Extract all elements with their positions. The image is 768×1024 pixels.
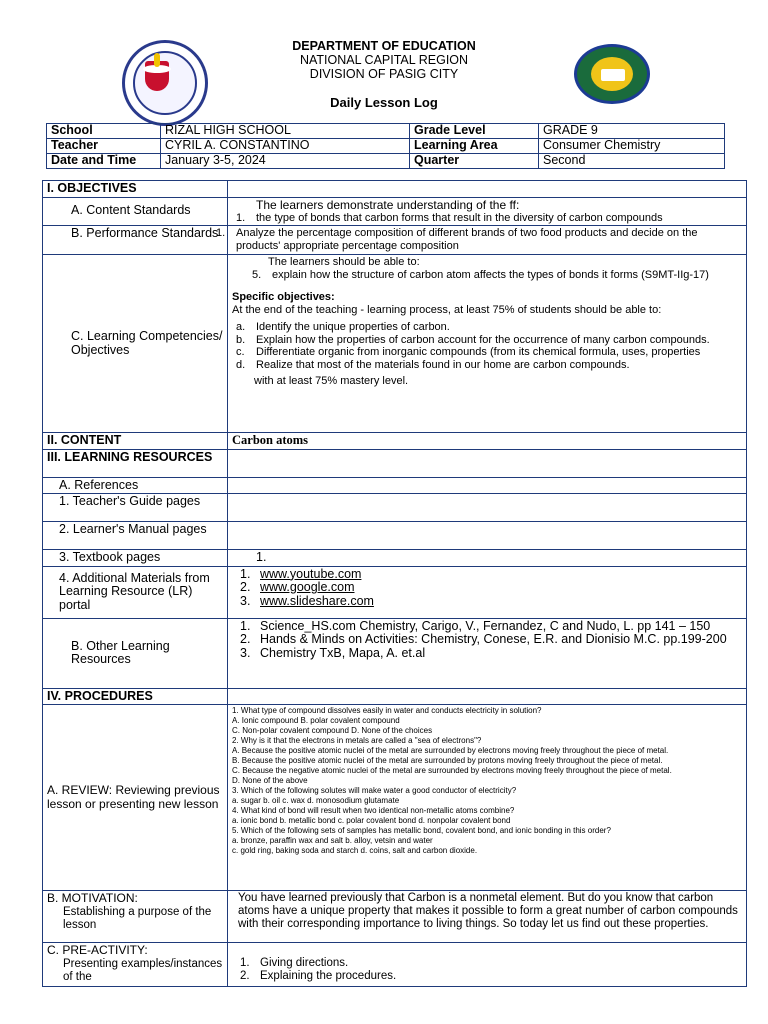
preactivity-sub: Presenting examples/instances of the xyxy=(63,957,223,983)
motivation-text: You have learned previously that Carbon is a nonmetal element. But do you know that carbon atoms have a unique property that makes it possible to form a great number of carbon compounds with their corresponding importance to living things. So today let us find out these properties. xyxy=(228,891,747,943)
area-label: Learning Area xyxy=(410,139,539,154)
learner-manual-label: 2. Learner's Manual pages xyxy=(43,522,228,550)
teacher-guide-label: 1. Teacher's Guide pages xyxy=(43,494,228,522)
department-title: DEPARTMENT OF EDUCATION xyxy=(292,39,476,53)
page-title: Daily Lesson Log xyxy=(330,95,438,110)
other-resource-item: Chemistry TxB, Mapa, A. et.al xyxy=(260,645,426,660)
procedures-heading: IV. PROCEDURES xyxy=(43,688,228,705)
review-questions: 1. What type of compound dissolves easily in water and conducts electricity in solution? A. Ionic compound B. polar covalent compound C. Non-polar covalent compound D. None of the choices 2. Why is it that the electrons in metals are called a "sea of electrons"? A. Because the positive atomic nuclei of the metal are surrounded by electrons moving freely throughout the piece of metal. B. Because the positive atomic nuclei of the metal are surrounded by protons moving freely throughout the piece of metal. C. Because the negative atomic nuclei of the metal are surrounded by electrons moving freely throughout the piece of metal. D. None of the above 3. Which of the following solutes will make water a good conductor of electricity? a. sugar b. oil c. wax d. monosodium glutamate 4. What kind of bond will result when two identical non-metallic atoms combine? a. ionic bond b. metallic bond c. polar covalent bond d. nonpolar covalent bond 5. Which of the following sets of samples has metallic bond, covalent bond, and ionic bonding in this order? a. bronze, paraffin wax and salt b. alloy, vetsin and water c. gold ring, baking soda and starch d. coins, salt and carbon dioxide. xyxy=(228,705,747,891)
content-standards-label: A. Content Standards xyxy=(43,197,228,226)
performance-standard-item: Analyze the percentage composition of different brands of two food products and decide on the products' appropriate percentage composition xyxy=(236,227,698,252)
quarter-value: Second xyxy=(539,154,725,169)
date-label: Date and Time xyxy=(47,154,161,169)
school-value: RIZAL HIGH SCHOOL xyxy=(161,124,410,139)
other-resource-item: Hands & Minds on Activities: Chemistry, Conese, E.R. and Dionisio M.C. pp.199-200 xyxy=(260,632,727,646)
content-value: Carbon atoms xyxy=(228,433,747,450)
textbook-label: 3. Textbook pages xyxy=(43,550,228,567)
specific-objective-item: Differentiate organic from inorganic compounds (from its chemical formula, uses, properties xyxy=(256,346,701,358)
preactivity-item: Giving directions. xyxy=(260,957,349,969)
specific-objective-item: Realize that most of the materials found in our home are carbon compounds. xyxy=(256,358,630,371)
competencies-label: C. Learning Competencies/ Objectives xyxy=(43,255,228,433)
mastery-text: with at least 75% mastery level. xyxy=(254,375,409,387)
content-standard-item: the type of bonds that carbon forms that result in the diversity of carbon compounds xyxy=(256,212,663,224)
additional-materials-label: 4. Additional Materials from Learning Resource (LR) portal xyxy=(43,566,228,618)
slideshare-link[interactable]: www.slideshare.com xyxy=(260,593,374,608)
division-title: DIVISION OF PASIG CITY xyxy=(309,67,459,81)
specific-objectives-list: a. Identify the unique properties of carbon. b. Explain how the properties of carbon account for the occurrence of many carbon compounds. c. Differentiate organic from inorganic compounds (from its chemical formula, uses, properties d. Realize that most of the materials found in our home are carbon compounds. xyxy=(236,321,710,371)
lesson-table: I. OBJECTIVES A. Content Standards The learners demonstrate understanding of the ff: 1. the type of bonds that carbon forms that result in the diversity of carbon compounds B. Performance Standards 1. Analyze the percentage composition of different brands of two food products and decide on the products' appropriate percentage composition C. Learning Competencies/ Objectives The learners should be able to: 5. explain how the structure of carbon atom affects the types of bonds it forms (S9MT-IIg-17) Specific objectives: At the end of the teaching - learning process, at least 75% of students should be able to: a. Identify the unique properties of carbon. b. Explain how the properties of carbon account for the occurrence of many carbon compounds. c. Differentiate organic from inorganic compounds (from its chemical formula, uses, properties d. Realize that most of the materials found in our home are carbon compounds. with at least 75% mastery level. II. CONTENT Carbon atoms III. LEARNING RESOURCES A. References 1. Teacher's Guide pages 2. Learner's Manual pages 3. Textbook pages 1. 4. Additional Materials from Learning Resource (LR) portal 1. www.youtube.com 2. www.google.com 3. www.slideshare.com B. Other Learning Resources 1. Science_HS.com Chemistry, Carigo, V., Fernandez, C and Nudo, L. pp 141 – 150 2. Hands & Minds on Activities: Chemistry, Conese, E.R. and Dionisio M.C. pp.199-200 3. Chemistry TxB, Mapa, A. et.al IV. PROCEDURES A. REVIEW: Reviewing previous lesson or presenting new lesson 1. What type of compound dissolves easily in water and conducts electricity in solution? A. Ionic compound B. polar covalent compound C. Non-polar covalent compound D. None of the choices 2. Why is it that the electrons in metals are called a "sea of electrons"? A. Because the positive atomic nuclei of the metal are surrounded by electrons moving freely throughout the piece of metal. B. Because the positive atomic nuclei of the metal are surrounded by protons moving freely throughout the piece of metal. C. Because the negative atomic nuclei of the metal are surrounded by electrons moving freely throughout the piece of metal. D. None of the above 3. Which of the following solutes will make water a good conductor of electricity? a. sugar b. oil c. wax d. monosodium glutamate 4. What kind of bond will result when two identical non-metallic atoms combine? a. ionic bond b. metallic bond c. polar covalent bond d. nonpolar covalent bond 5. Which of the following sets of samples has metallic bond, covalent bond, and ionic bonding in this order? a. bronze, paraffin wax and salt b. alloy, vetsin and water c. gold ring, baking soda and starch d. coins, salt and carbon dioxide. B. MOTIVATION: Establishing a purpose of the lesson You have learned previously that Carbon is a nonmetal element. But do you know that carbon atoms have a unique property that makes it possible to form a great number of carbon compounds with their corresponding importance to living things. So today let us find out these properties. C. PRE-ACTIVITY: Presenting examples/instances of the 1. Giving directions. 2. Explaining the procedures. xyxy=(42,180,747,987)
area-value: Consumer Chemistry xyxy=(539,139,725,154)
other-resources-list: 1. Science_HS.com Chemistry, Carigo, V., Fernandez, C and Nudo, L. pp 141 – 150 2. Hands & Minds on Activities: Chemistry, Conese, E.R. and Dionisio M.C. pp.199-200 3. Chemistry TxB, Mapa, A. et.al xyxy=(240,618,727,660)
content-heading: II. CONTENT xyxy=(43,433,228,450)
motivation-label: B. MOTIVATION: xyxy=(47,891,138,905)
motivation-sub: Establishing a purpose of the lesson xyxy=(63,905,212,931)
school-label: School xyxy=(47,124,161,139)
specific-objectives-intro: At the end of the teaching - learning process, at least 75% of students should be able to: xyxy=(232,303,662,316)
grade-value: GRADE 9 xyxy=(539,124,725,139)
specific-objective-item: Identify the unique properties of carbon. xyxy=(256,321,450,333)
other-resources-label: B. Other Learning Resources xyxy=(43,618,228,688)
grade-label: Grade Level xyxy=(410,124,539,139)
teacher-value: CYRIL A. CONSTANTINO xyxy=(161,139,410,154)
preactivity-list: 1. Giving directions. 2. Explaining the procedures. xyxy=(240,957,397,982)
content-standards-intro: The learners demonstrate understanding of the ff: xyxy=(256,197,520,212)
specific-objective-item: Explain how the properties of carbon account for the occurrence of many carbon compounds. xyxy=(256,333,710,346)
google-link[interactable]: www.google.com xyxy=(260,580,355,594)
specific-objectives-heading: Specific objectives: xyxy=(232,291,335,303)
info-table xyxy=(46,123,725,169)
other-resource-item: Science_HS.com Chemistry, Carigo, V., Fernandez, C and Nudo, L. pp 141 – 150 xyxy=(260,618,711,633)
preactivity-label: C. PRE-ACTIVITY: xyxy=(47,943,148,957)
textbook-value: 1. xyxy=(228,550,747,567)
references-label: A. References xyxy=(43,477,228,494)
objectives-heading: I. OBJECTIVES xyxy=(43,181,228,198)
document-header xyxy=(0,0,768,120)
competency-item: explain how the structure of carbon atom affects the types of bonds it forms (S9MT-IIg-17) xyxy=(272,268,709,281)
review-label: A. REVIEW: Reviewing previous lesson or presenting new lesson xyxy=(43,705,228,891)
teacher-label: Teacher xyxy=(47,139,161,154)
region-title: NATIONAL CAPITAL REGION xyxy=(299,53,469,67)
youtube-link[interactable]: www.youtube.com xyxy=(260,566,362,581)
resources-heading: III. LEARNING RESOURCES xyxy=(43,449,228,477)
links-list: 1. www.youtube.com 2. www.google.com 3. www.slideshare.com xyxy=(240,566,374,608)
performance-standards-label: B. Performance Standards xyxy=(43,226,228,255)
preactivity-item: Explaining the procedures. xyxy=(260,970,397,982)
quarter-label: Quarter xyxy=(410,154,539,169)
date-value: January 3-5, 2024 xyxy=(161,154,410,169)
competency-intro: The learners should be able to: xyxy=(268,256,420,268)
